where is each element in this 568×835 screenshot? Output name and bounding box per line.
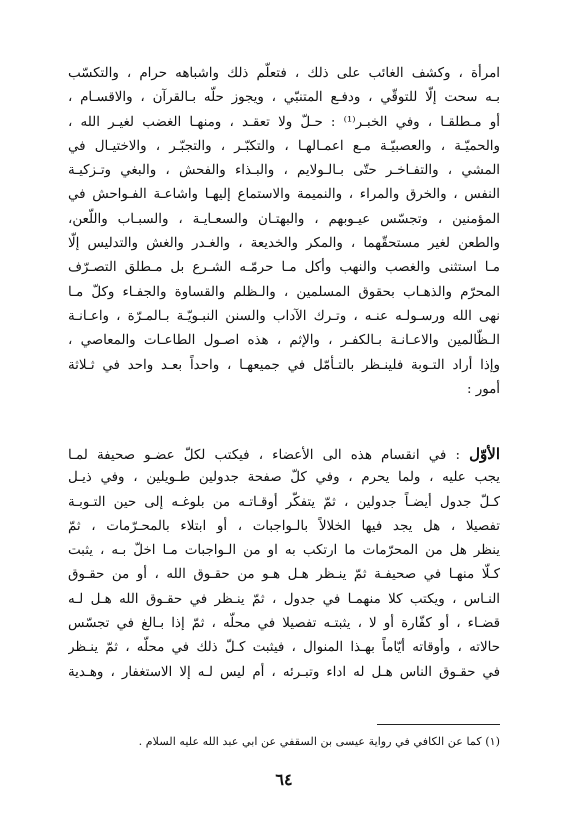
text-line-first [68,442,500,466]
text-line: امرأة ، وكشف الغائب على ذلك ، فتعلّم ذلك واشباهه حرام ، والتكسّب [68,66,500,81]
text-line: تفصيلا ، هل يجد فيها الخلالاً بالـواجبات ، أو ابتلاء بالمحـرّمات ، ثمّ [68,518,500,534]
text-line: النـاس ، ويكتب كلا منهمـا في جدول ، ثمّ ينـظر في حقـوق الله هـل لـه [68,591,500,607]
text-line: كـلّا منهـا في صحيفـة ثمّ ينـظر هـل هـو من حقـوق الله ، أو من حقـوق [68,567,500,583]
text-line: حالاته ، وأوقاته أيّاماً بهـذا المنوال ، فيثبت كـلّ ذلك في محلّه ، ثمّ ينـظر [68,640,500,656]
text-line: وإذا أراد التـوبة فلينـظر بالتـأمّل في جميعهـا ، واحداً بعـد واحد في ثـلاثة [68,357,500,373]
text-line: كـلّ جدول أيضـاً جدولين ، ثمّ يتفكّر أوقـاتـه من بلوغـه إلى حين التـوبـة [68,494,500,510]
text-line: نهى الله ورسـولـه عنـه ، وتـرك الآداب والسنن النبـويّـة بـالمـرّة ، واعـانـة [68,308,500,324]
text-line: المؤمنين ، وتجسّس عيـوبهم ، والبهتـان والسعـايـة ، والسبـاب واللّعن، [68,211,500,227]
text-line: والحميّـة ، والعصبيّـة مـع اعمـالهـا ، والتكبّـر ، والتجبّـر ، والاختيـال في [68,138,500,154]
footnote-divider [377,724,500,725]
paragraph-1 [68,62,500,402]
text-line: في حقـوق الناس هـل له اداء وتبـرئه ، أم ليس لـه إلا الاستغفار ، وهـدية [68,664,500,680]
lead-word: الأوّل [469,445,500,463]
paragraph-2 [68,442,500,685]
page-number: ٦٤ [275,770,293,789]
text-line: بـه سحت إلّا للتوقّي ، ودفـع المتنبّي ، ويجوز حلّه بـالقرآن ، والاقسـام ، [68,90,500,106]
text-line: المحرّم والذهـاب بحقوق المسلمين ، والـظلم والقساوة والجفـاء وكلّ مـا [68,284,500,300]
text-line: قضـاء ، أو كفّارة أو لا ، يثبتـه تفصيلا في محلّه ، ثمّ إذا بـالغ في تجسّس [68,616,500,632]
text-line: يجب عليه ، ولما يحرم ، وفي كلّ صفحة جدولين طـويلين ، وفي ذيـل [68,470,500,486]
text-line: مـا استثنى والغصب والنهب وأكل مـا حرمّـه الشـرع بل مـطلق التصـرّف [68,260,500,276]
text-line: الـظّالمين والاعـانـة بـالكفـر ، والإثم ، هذه اصـول الطاعـات والمعاصي ، [68,333,500,349]
text-line-first-rest: : في انقسام هذه الى الأعضاء ، فيكتب لكلّ عضـو صحيفة لمـا [68,448,460,463]
text-line: والطعن لغير مستحقّهما ، والمكر والخديعة ، والغـدر والغش والتدليس إلّا [68,236,500,252]
text-line: النفس ، والخرق والمراء ، والنميمة والاستماع إليهـا واشاعـة الفـواحش في [68,187,500,203]
text-line: ينظر هل من المحرّمات ما ارتكب به او من الـواجبات مـا اخلّ بـه ، يثبت [68,543,500,559]
text-line: أو مـطلقـا ، وفي الخبـر⁽¹⁾ : حـلّ ولا تعقـد ، ومنهـا الغضب لغيـر الله ، [68,114,500,130]
text-line: أمور : [466,381,500,397]
footnote: (١) كما عن الكافي في رواية عيسى بن السقفي عن ابي عبد الله عليه السلام . [138,735,500,748]
text-line: المشي ، والتفـاخـر حتّى بـالـولايم ، والبـذاء والفحش ، والبغي وتـزكيـة [68,163,500,179]
